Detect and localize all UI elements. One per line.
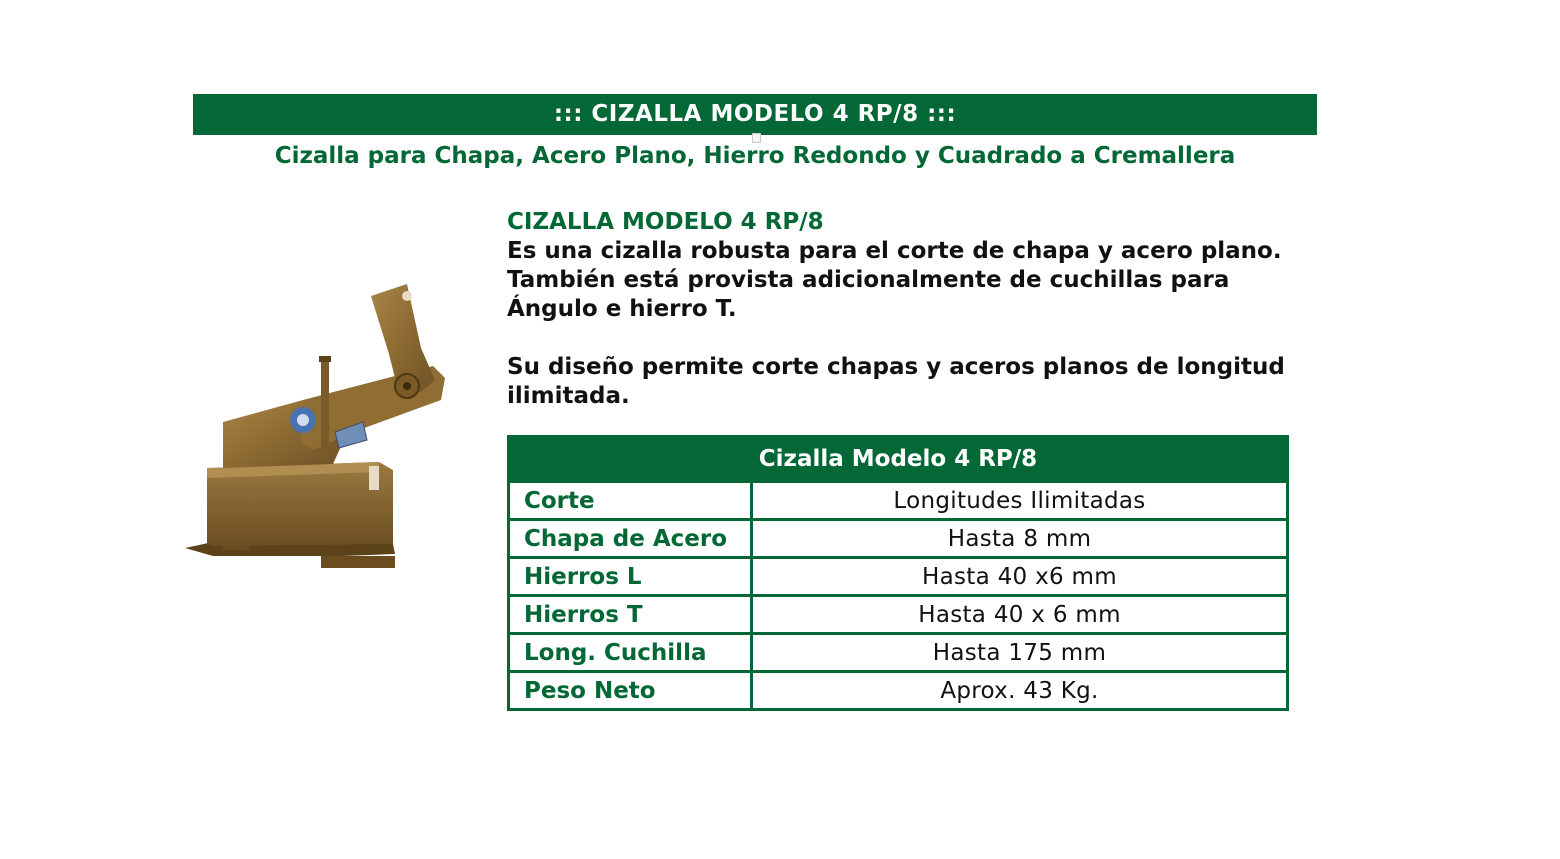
page-title-bar bbox=[193, 94, 1317, 135]
spec-table-title: Cizalla Modelo 4 RP/8 bbox=[509, 437, 1288, 482]
spec-value: Longitudes Ilimitadas bbox=[752, 482, 1288, 520]
product-description bbox=[507, 208, 1327, 411]
table-row bbox=[509, 634, 1288, 672]
spec-value: Hasta 40 x6 mm bbox=[752, 558, 1288, 596]
spec-label: Long. Cuchilla bbox=[509, 634, 752, 672]
table-row bbox=[509, 596, 1288, 634]
table-row bbox=[509, 482, 1288, 520]
spec-table bbox=[507, 435, 1289, 711]
spec-value: Hasta 40 x 6 mm bbox=[752, 596, 1288, 634]
spec-label: Hierros L bbox=[509, 558, 752, 596]
table-row bbox=[509, 558, 1288, 596]
description-heading: CIZALLA MODELO 4 RP/8 bbox=[507, 209, 824, 235]
product-image bbox=[183, 282, 455, 574]
spec-value: Aprox. 43 Kg. bbox=[752, 672, 1288, 710]
description-paragraph-1: Es una cizalla robusta para el corte de chapa y acero plano. También está provista adicionalmente de cuchillas para Ángulo e hierro T. bbox=[507, 238, 1282, 322]
spec-value: Hasta 175 mm bbox=[752, 634, 1288, 672]
page-subtitle: Cizalla para Chapa, Acero Plano, Hierro Redondo y Cuadrado a Cremallera bbox=[274, 143, 1236, 169]
page-title: ::: CIZALLA MODELO 4 RP/8 ::: bbox=[553, 101, 957, 127]
table-row bbox=[509, 672, 1288, 710]
description-paragraph-2: Su diseño permite corte chapas y aceros planos de longitud ilimitada. bbox=[507, 354, 1285, 409]
spec-label: Chapa de Acero bbox=[509, 520, 752, 558]
table-row bbox=[509, 520, 1288, 558]
spec-label: Hierros T bbox=[509, 596, 752, 634]
spec-label: Peso Neto bbox=[509, 672, 752, 710]
spec-label: Corte bbox=[509, 482, 752, 520]
spec-value: Hasta 8 mm bbox=[752, 520, 1288, 558]
